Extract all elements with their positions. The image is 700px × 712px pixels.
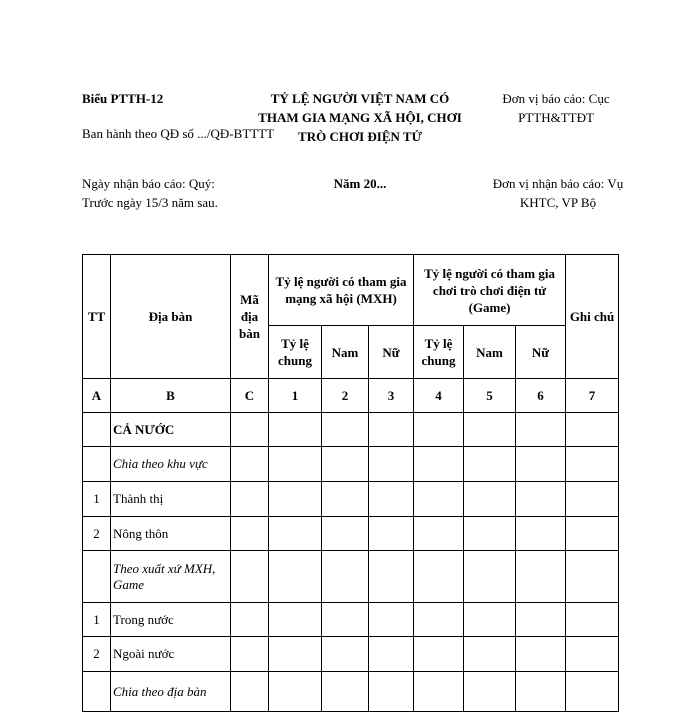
data-cell bbox=[464, 637, 516, 672]
row-index bbox=[83, 413, 111, 447]
data-cell bbox=[414, 482, 464, 517]
index-cell: 6 bbox=[516, 379, 566, 413]
receiving-unit bbox=[470, 174, 646, 212]
data-cell bbox=[231, 482, 269, 517]
index-cell: 5 bbox=[464, 379, 516, 413]
row-index bbox=[83, 551, 111, 603]
data-cell bbox=[464, 413, 516, 447]
data-cell bbox=[269, 551, 322, 603]
data-cell bbox=[269, 413, 322, 447]
title-line-1: TỶ LỆ NGƯỜI VIỆT NAM CÓ bbox=[270, 91, 450, 106]
col-header-area-code: Mã địa bàn bbox=[231, 255, 269, 379]
data-cell bbox=[414, 603, 464, 637]
data-cell bbox=[516, 603, 566, 637]
row-index: 1 bbox=[83, 603, 111, 637]
index-cell: 3 bbox=[369, 379, 414, 413]
data-cell bbox=[231, 517, 269, 551]
data-cell bbox=[464, 517, 516, 551]
index-cell: C bbox=[231, 379, 269, 413]
row-label: Theo xuất xứ MXH, Game bbox=[111, 551, 231, 603]
data-cell bbox=[566, 551, 619, 603]
data-cell bbox=[566, 482, 619, 517]
data-cell bbox=[322, 447, 369, 482]
group-header-game: Tỷ lệ người có tham gia chơi trò chơi điện tử (Game) bbox=[414, 255, 566, 326]
row-index bbox=[83, 447, 111, 482]
data-cell bbox=[369, 517, 414, 551]
data-cell bbox=[566, 603, 619, 637]
data-cell bbox=[464, 603, 516, 637]
data-cell bbox=[231, 603, 269, 637]
data-cell bbox=[516, 447, 566, 482]
report-table bbox=[82, 254, 619, 712]
data-cell bbox=[414, 517, 464, 551]
sub-header-mxh-overall: Tỷ lệ chung bbox=[269, 326, 322, 379]
table-row bbox=[83, 672, 619, 712]
data-cell bbox=[566, 447, 619, 482]
row-index bbox=[83, 672, 111, 712]
data-cell bbox=[231, 447, 269, 482]
data-cell bbox=[369, 672, 414, 712]
data-cell bbox=[322, 413, 369, 447]
data-cell bbox=[369, 447, 414, 482]
table-row bbox=[83, 637, 619, 672]
data-cell bbox=[231, 413, 269, 447]
data-cell bbox=[231, 551, 269, 603]
data-cell bbox=[322, 551, 369, 603]
table-row bbox=[83, 517, 619, 551]
row-label: Nông thôn bbox=[111, 517, 231, 551]
data-cell bbox=[464, 482, 516, 517]
data-cell bbox=[322, 517, 369, 551]
title-line-2: THAM GIA MẠNG XÃ HỘI, CHƠI bbox=[258, 110, 462, 125]
issued-by: Ban hành theo QĐ số .../QĐ-BTTTT bbox=[82, 126, 275, 141]
data-cell bbox=[516, 517, 566, 551]
row-label: CẢ NƯỚC bbox=[111, 413, 231, 447]
receive-date-line-2: Trước ngày 15/3 năm sau. bbox=[82, 195, 218, 210]
col-header-area: Địa bàn bbox=[111, 255, 231, 379]
title-line-3: TRÒ CHƠI ĐIỆN TỬ bbox=[298, 129, 422, 144]
group-header-social-network: Tỷ lệ người có tham gia mạng xã hội (MXH) bbox=[269, 255, 414, 326]
data-cell bbox=[322, 637, 369, 672]
receiving-unit-line-2: KHTC, VP Bộ bbox=[519, 195, 597, 210]
data-cell bbox=[414, 413, 464, 447]
row-label: Chia theo khu vực bbox=[111, 447, 231, 482]
row-label: Ngoài nước bbox=[111, 637, 231, 672]
sub-header-game-female: Nữ bbox=[516, 326, 566, 379]
data-cell bbox=[322, 482, 369, 517]
data-cell bbox=[369, 603, 414, 637]
data-cell bbox=[464, 447, 516, 482]
data-cell bbox=[414, 447, 464, 482]
header-row-1 bbox=[83, 255, 619, 326]
table-row bbox=[83, 447, 619, 482]
data-cell bbox=[566, 413, 619, 447]
row-index: 2 bbox=[83, 517, 111, 551]
sub-header-game-male: Nam bbox=[464, 326, 516, 379]
table-row bbox=[83, 482, 619, 517]
index-cell: 4 bbox=[414, 379, 464, 413]
sub-header-mxh-female: Nữ bbox=[369, 326, 414, 379]
data-cell bbox=[322, 603, 369, 637]
data-cell bbox=[414, 551, 464, 603]
sub-header-game-overall: Tỷ lệ chung bbox=[414, 326, 464, 379]
data-cell bbox=[566, 517, 619, 551]
table-row bbox=[83, 413, 619, 447]
data-cell bbox=[566, 637, 619, 672]
data-cell bbox=[231, 672, 269, 712]
data-cell bbox=[269, 672, 322, 712]
index-cell: A bbox=[83, 379, 111, 413]
data-cell bbox=[516, 637, 566, 672]
index-cell: B bbox=[111, 379, 231, 413]
data-cell bbox=[414, 637, 464, 672]
col-header-tt: TT bbox=[83, 255, 111, 379]
index-row bbox=[83, 379, 619, 413]
data-cell bbox=[516, 413, 566, 447]
receive-date-line-1: Ngày nhận báo cáo: Quý: bbox=[82, 176, 215, 191]
data-cell bbox=[464, 672, 516, 712]
row-label: Thành thị bbox=[111, 482, 231, 517]
reporting-unit bbox=[478, 89, 634, 127]
data-cell bbox=[369, 413, 414, 447]
form-code: Biểu PTTH-12 bbox=[82, 91, 164, 106]
data-cell bbox=[566, 672, 619, 712]
row-index: 2 bbox=[83, 637, 111, 672]
data-cell bbox=[516, 551, 566, 603]
reporting-unit-line-2: PTTH&TTĐT bbox=[518, 110, 594, 125]
table-row bbox=[83, 603, 619, 637]
data-cell bbox=[322, 672, 369, 712]
data-cell bbox=[269, 517, 322, 551]
col-header-note: Ghi chú bbox=[566, 255, 619, 379]
reporting-unit-line-1: Đơn vị báo cáo: Cục bbox=[502, 91, 610, 106]
row-index: 1 bbox=[83, 482, 111, 517]
data-cell bbox=[269, 447, 322, 482]
receive-date bbox=[82, 174, 282, 212]
report-year: Năm 20... bbox=[333, 176, 387, 191]
data-cell bbox=[516, 482, 566, 517]
data-cell bbox=[369, 551, 414, 603]
data-cell bbox=[231, 637, 269, 672]
table-row bbox=[83, 551, 619, 603]
row-label: Trong nước bbox=[111, 603, 231, 637]
index-cell: 7 bbox=[566, 379, 619, 413]
row-label: Chia theo địa bàn bbox=[111, 672, 231, 712]
receiving-unit-line-1: Đơn vị nhận báo cáo: Vụ bbox=[492, 176, 624, 191]
report-title bbox=[240, 89, 480, 146]
data-cell bbox=[414, 672, 464, 712]
data-cell bbox=[269, 482, 322, 517]
sub-header-mxh-male: Nam bbox=[322, 326, 369, 379]
index-cell: 1 bbox=[269, 379, 322, 413]
data-cell bbox=[369, 637, 414, 672]
data-cell bbox=[516, 672, 566, 712]
index-cell: 2 bbox=[322, 379, 369, 413]
data-cell bbox=[269, 637, 322, 672]
data-cell bbox=[269, 603, 322, 637]
data-cell bbox=[369, 482, 414, 517]
data-cell bbox=[464, 551, 516, 603]
